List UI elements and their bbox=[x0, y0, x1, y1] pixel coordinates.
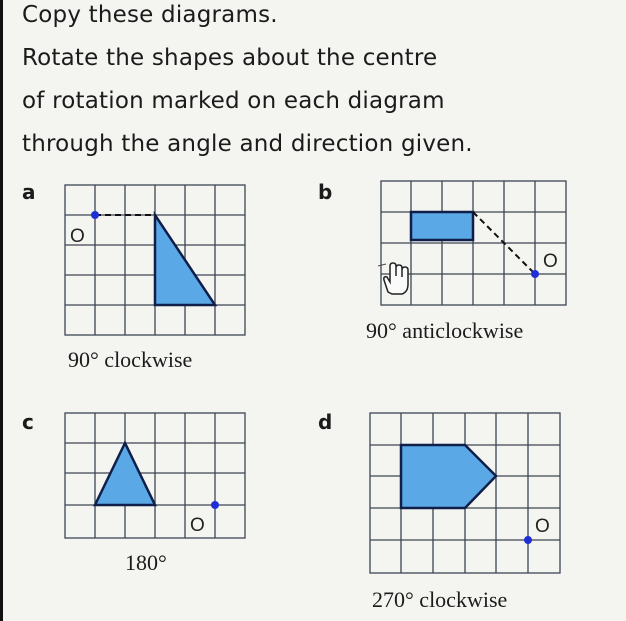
centre-label-d: O bbox=[535, 516, 550, 537]
centre-point-d bbox=[524, 536, 532, 544]
instruction-line-2: Rotate the shapes about the centre bbox=[22, 45, 438, 71]
shape-b-rectangle bbox=[411, 212, 473, 240]
diagram-a bbox=[60, 180, 250, 340]
centre-label-b: O bbox=[543, 251, 558, 272]
shape-c-triangle bbox=[95, 443, 155, 505]
caption-d: 270° clockwise bbox=[372, 587, 508, 612]
caption-b: 90° anticlockwise bbox=[366, 318, 524, 343]
shape-d-pentagon bbox=[401, 445, 496, 508]
instruction-line-4: through the angle and direction given. bbox=[22, 131, 473, 157]
part-a-letter: a bbox=[22, 180, 36, 204]
page-edge-line bbox=[0, 0, 3, 621]
diagram-d bbox=[365, 408, 565, 578]
part-b-letter: b bbox=[318, 180, 333, 204]
part-d-letter: d bbox=[318, 410, 333, 434]
part-c-letter: c bbox=[22, 410, 34, 434]
caption-c: 180° bbox=[125, 550, 167, 575]
instruction-line-1: Copy these diagrams. bbox=[22, 2, 278, 28]
instruction-line-3: of rotation marked on each diagram bbox=[22, 88, 445, 114]
centre-point-a bbox=[91, 211, 99, 219]
hand-cursor-icon bbox=[378, 258, 414, 298]
diagram-c bbox=[60, 408, 250, 543]
centre-label-c: O bbox=[190, 515, 205, 536]
centre-point-c bbox=[211, 501, 219, 509]
centre-label-a: O bbox=[70, 226, 85, 247]
caption-a: 90° clockwise bbox=[68, 347, 193, 372]
grid-c bbox=[65, 413, 245, 538]
centre-point-b bbox=[531, 270, 539, 278]
